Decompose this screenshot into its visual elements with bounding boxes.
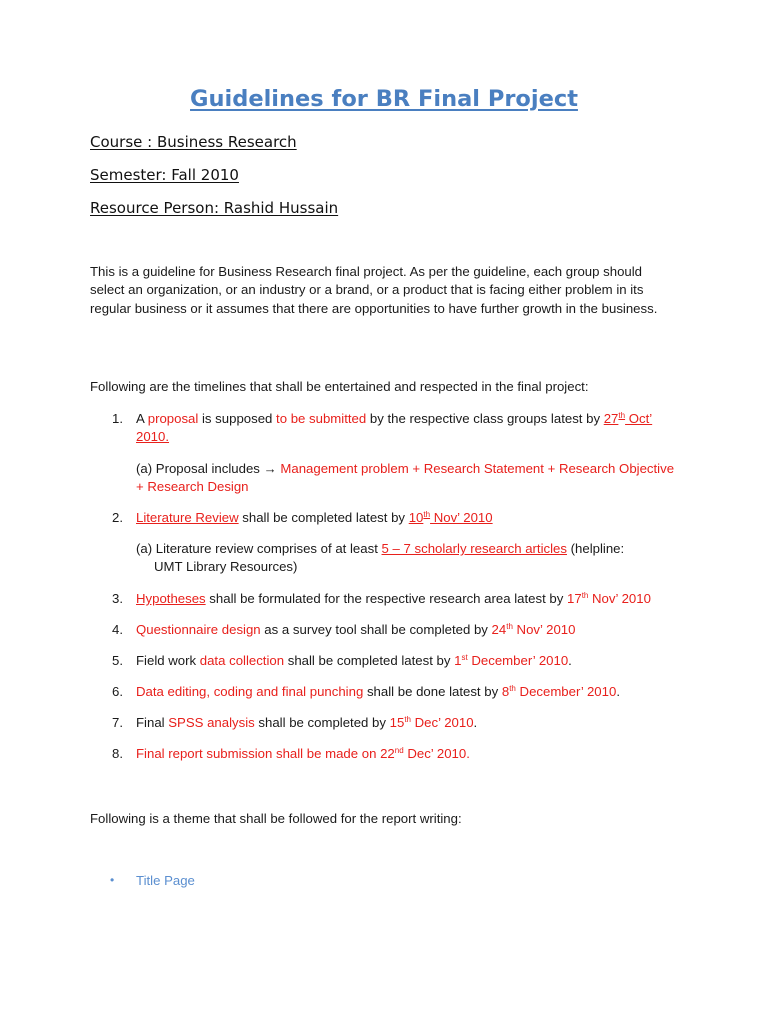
course-line: Course : Business Research: [90, 133, 297, 151]
resource-person-line: Resource Person: Rashid Hussain: [90, 199, 339, 217]
proposal-includes: (a) Proposal includes → Management problem + Research Statement + Research Objective + Research Design: [136, 461, 675, 495]
item-text: Data editing, coding and final punching shall be done latest by 8th December’ 2010.: [136, 684, 620, 699]
item-text: Field work data collection shall be completed latest by 1st December’ 2010.: [136, 653, 572, 668]
item-number: 1.: [112, 411, 123, 426]
item-number: 4.: [112, 622, 123, 637]
item-text: Hypotheses shall be formulated for the respective research area latest by 17th Nov’ 2010: [136, 591, 651, 606]
item-number: 3.: [112, 591, 123, 606]
timelines-intro: Following are the timelines that shall be entertained and respected in the final project:: [90, 379, 589, 394]
theme-intro: Following is a theme that shall be followed for the report writing:: [90, 811, 462, 826]
item-number: 6.: [112, 684, 123, 699]
semester-line: Semester: Fall 2010: [90, 166, 239, 184]
item-number: 5.: [112, 653, 123, 668]
document-title: Guidelines for BR Final Project: [190, 86, 578, 112]
arrow-right-icon: →: [263, 461, 277, 476]
item-text: Questionnaire design as a survey tool shall be completed by 24th Nov’ 2010: [136, 622, 576, 637]
item-text: Literature Review shall be completed latest by 10th Nov’ 2010: [136, 510, 493, 525]
item-number: 8.: [112, 746, 123, 761]
item-number: 7.: [112, 715, 123, 730]
intro-paragraph: This is a guideline for Business Research final project. As per the guideline, each group should select an organization, or an industry or a brand, or a product that is facing either problem in its regular business or it assumes that there are opportunities to have further growth in the business.: [90, 264, 658, 316]
item-text: Final SPSS analysis shall be completed by 15th Dec’ 2010.: [136, 715, 478, 730]
item-number: 2.: [112, 510, 123, 525]
item-text: Final report submission shall be made on 22nd Dec’ 2010.: [136, 746, 470, 761]
item-text: A proposal is supposed to be submitted by the respective class groups latest by 27th Oct’ 2010.: [136, 411, 653, 445]
literature-review-note: (a) Literature review comprises of at least 5 – 7 scholarly research articles (helpline: UMT Library Resources): [136, 541, 625, 575]
bullet-label: Title Page: [136, 873, 195, 888]
bullet-icon: •: [110, 873, 115, 887]
